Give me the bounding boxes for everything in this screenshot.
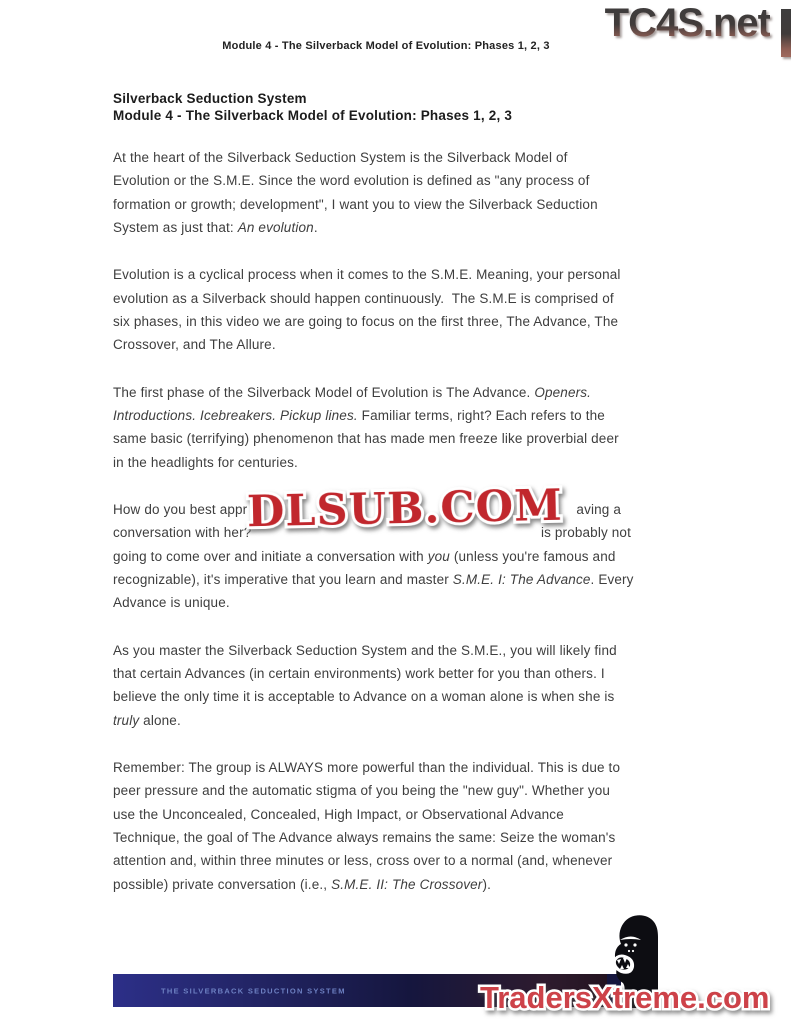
text-run: . Every: [590, 571, 634, 587]
text-line: [113, 169, 659, 192]
text-run: S.M.E. I: The Advance: [452, 571, 591, 587]
text-run: Technique, the goal of The Advance always remains the same: Seize the woman's: [113, 829, 616, 845]
text-run: Remember: The group is ALWAYS more powerful than the individual. This is due to: [113, 759, 621, 775]
text-line: [113, 639, 659, 662]
running-header: Module 4 - The Silverback Model of Evolution: Phases 1, 2, 3: [222, 40, 550, 52]
text-run: attention and, within three minutes or less, cross over to a normal (and, whenever: [113, 853, 613, 869]
text-run: An evolution: [237, 219, 314, 235]
text-line: [113, 451, 659, 474]
text-run: same basic (terrifying) phenomenon that has made men freeze like proverbial deer: [113, 431, 619, 447]
text-fragment: [113, 498, 247, 521]
text-run: S.M.E. II: The Crossover: [331, 876, 483, 892]
text-run: Familiar terms, right? Each refers to the: [357, 407, 605, 423]
text-run: is probably not: [540, 525, 631, 541]
text-run: .: [313, 219, 318, 235]
text-run: Openers.: [534, 384, 592, 400]
text-run: believe the only time it is acceptable to Advance on a woman alone is when she is: [113, 689, 615, 705]
text-run: formation or growth; development", I want you to view the Silverback Seduction: [113, 196, 598, 212]
text-run: The first phase of the Silverback Model of Evolution is The Advance.: [113, 384, 535, 400]
text-run: possible) private conversation (i.e.,: [113, 876, 332, 892]
text-line: [113, 685, 659, 708]
text-run: going to come over and initiate a conversation with: [113, 548, 428, 564]
text-run: peer pressure and the automatic stigma of you being the "new guy". Whether you: [113, 783, 611, 799]
text-run: (unless you're famous and: [449, 548, 616, 564]
paragraph: [113, 146, 659, 239]
text-run: At the heart of the Silverback Seduction System is the Silverback Model of: [113, 150, 568, 165]
text-run: truly: [113, 712, 140, 728]
text-line: [113, 287, 659, 310]
text-run: that certain Advances (in certain environments) work better for you than others. I: [113, 665, 605, 681]
text-run: Introductions. Icebreakers. Pickup lines.: [113, 407, 358, 423]
text-run: ).: [482, 876, 491, 892]
text-run: recognizable), it's imperative that you learn and master: [113, 571, 453, 587]
title-line-2: Module 4 - The Silverback Model of Evolution: Phases 1, 2, 3: [113, 108, 513, 123]
text-run: use the Unconcealed, Concealed, High Impact, or Observational Advance: [113, 806, 564, 822]
dlsub-watermark: DLSUB.COM: [246, 480, 564, 538]
text-run: you: [427, 548, 450, 564]
text-line: [113, 873, 659, 896]
text-line: [113, 427, 659, 450]
text-run: Evolution is a cyclical process when it comes to the S.M.E. Meaning, your personal: [113, 267, 621, 283]
text-line: [113, 803, 659, 826]
text-line: [113, 826, 659, 849]
text-fragment: [576, 498, 621, 521]
tradersxtreme-watermark: TradersXtreme.com: [480, 980, 770, 1015]
text-run: in the headlights for centuries.: [113, 454, 298, 470]
paragraph: [113, 381, 659, 474]
title-block: [113, 90, 512, 124]
paragraph: [113, 639, 659, 732]
text-line: [113, 381, 659, 404]
title-line-1: Silverback Seduction System: [113, 91, 307, 106]
text-run: conversation with her?: [113, 525, 252, 541]
text-line: [113, 216, 659, 239]
text-line: [113, 310, 659, 333]
text-line: [113, 709, 659, 732]
text-line: [113, 591, 659, 614]
text-line: [113, 333, 659, 356]
text-line: [113, 849, 659, 872]
text-line: [113, 146, 659, 169]
tc4s-logo: TC4S.net: [604, 1, 770, 45]
text-line: [113, 568, 659, 591]
text-line: [113, 545, 659, 568]
cropped-logo-fragment: [781, 9, 791, 57]
footer-banner-label: THE SILVERBACK SEDUCTION SYSTEM: [161, 986, 346, 995]
text-line: [113, 263, 659, 286]
text-line: [113, 193, 659, 216]
text-run: evolution as a Silverback should happen continuously. The S.M.E is comprised of: [113, 290, 614, 306]
text-fragment: [113, 521, 251, 544]
text-run: System as just that:: [113, 219, 238, 235]
text-run: six phases, in this video we are going to focus on the first three, The Advance, The: [113, 313, 619, 329]
text-run: Advance is unique.: [113, 595, 230, 611]
text-run: Evolution or the S.M.E. Since the word evolution is defined as "any process of: [113, 173, 590, 189]
text-line: [113, 756, 659, 779]
text-line: [113, 779, 659, 802]
text-run: As you master the Silverback Seduction System and the S.M.E., you will likely find: [113, 642, 617, 658]
text-run: How do you best appr: [113, 501, 248, 517]
paragraph: [113, 263, 659, 356]
text-run: alone.: [139, 712, 181, 728]
text-line: [113, 404, 659, 427]
paragraph: [113, 756, 659, 896]
text-run: Crossover, and The Allure.: [113, 337, 276, 353]
text-run: aving a: [576, 501, 621, 517]
text-line: [113, 662, 659, 685]
